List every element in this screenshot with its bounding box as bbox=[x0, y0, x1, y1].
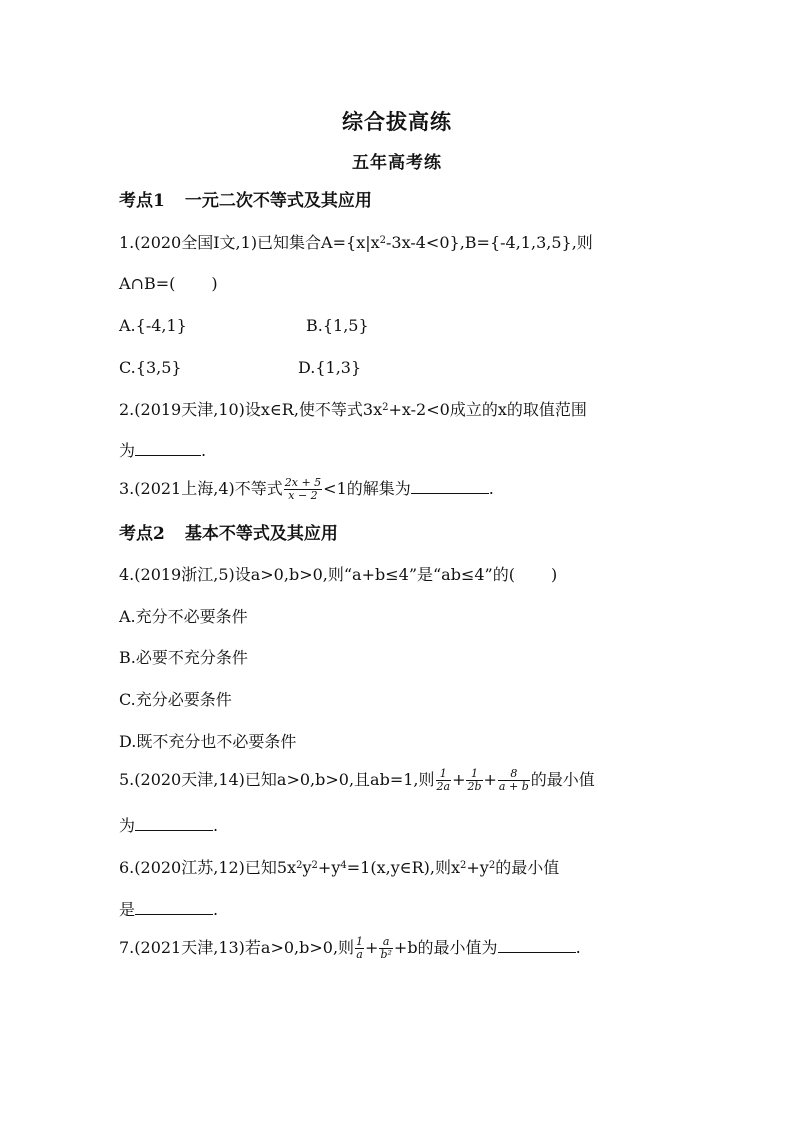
question-1-line-2 bbox=[119, 273, 218, 295]
question-text: 为 bbox=[119, 816, 136, 835]
section-heading-1 bbox=[119, 190, 372, 212]
question-text: 的最小值 bbox=[530, 770, 595, 789]
question-text: +y bbox=[317, 858, 341, 877]
superscript: 2 bbox=[459, 860, 467, 871]
answer-blank[interactable] bbox=[135, 900, 213, 915]
period: . bbox=[213, 816, 219, 835]
question-text: +y bbox=[466, 858, 489, 877]
answer-paren-close: ) bbox=[211, 274, 218, 293]
page-title: 综合拔高练 bbox=[342, 109, 452, 134]
question-text: 为 bbox=[119, 441, 136, 460]
period: . bbox=[201, 441, 207, 460]
fraction-numerator: 1 bbox=[356, 935, 364, 948]
answer-blank[interactable] bbox=[498, 938, 576, 953]
fraction-denominator: a bbox=[356, 948, 363, 961]
question-text: +b的最小值为 bbox=[393, 938, 498, 957]
option-a: A.{-4,1} bbox=[119, 316, 187, 335]
period: . bbox=[575, 938, 581, 957]
question-7 bbox=[119, 936, 581, 961]
superscript: 2 bbox=[379, 235, 387, 246]
fraction bbox=[436, 768, 452, 793]
question-text: 5.(2020天津,14)已知a>0,b>0,且ab=1,则 bbox=[119, 770, 435, 789]
question-5-line-1 bbox=[119, 768, 595, 793]
plus-sign: + bbox=[365, 938, 379, 957]
fraction-numerator: 1 bbox=[436, 768, 452, 781]
section-name: 一元二次不等式及其应用 bbox=[184, 191, 372, 211]
answer-blank[interactable] bbox=[411, 479, 489, 494]
fraction-numerator: 8 bbox=[498, 768, 530, 781]
question-6-line-1 bbox=[119, 857, 559, 879]
fraction-numerator: 1 bbox=[466, 768, 482, 781]
option-d: D.{1,3} bbox=[298, 358, 362, 377]
plus-sign: + bbox=[483, 770, 497, 789]
superscript: 2 bbox=[296, 860, 303, 871]
option-a: A.充分不必要条件 bbox=[119, 607, 248, 626]
fraction-denominator: 2a bbox=[436, 780, 451, 793]
page-subtitle: 五年高考练 bbox=[352, 153, 442, 173]
option-b: B.必要不充分条件 bbox=[119, 648, 248, 667]
fraction bbox=[379, 936, 392, 961]
fraction-denominator: a + b bbox=[498, 780, 529, 793]
superscript: 2 bbox=[311, 860, 318, 871]
section-label: 考点1 bbox=[119, 191, 165, 211]
period: . bbox=[213, 900, 219, 919]
question-5-line-2 bbox=[119, 815, 218, 837]
period: . bbox=[488, 479, 494, 498]
option-b: B.{1,5} bbox=[306, 316, 369, 335]
fraction bbox=[284, 477, 322, 502]
option-c: C.充分必要条件 bbox=[119, 690, 232, 709]
superscript: 4 bbox=[340, 860, 347, 871]
question-2-line-1 bbox=[119, 399, 587, 421]
fraction bbox=[498, 768, 530, 793]
fraction-denominator: 2b bbox=[467, 780, 482, 793]
section-heading-2 bbox=[119, 523, 338, 545]
option-c: C.{3,5} bbox=[119, 358, 182, 377]
fraction-numerator: 2x + 5 bbox=[284, 476, 322, 489]
answer-paren-close: ) bbox=[550, 565, 558, 584]
question-text: 4.(2019浙江,5)设a>0,b>0,则“a+b≤4”是“ab≤4”的( bbox=[119, 565, 515, 584]
question-text: 1.(2020全国Ⅰ文,1)已知集合A={x|x bbox=[119, 233, 380, 252]
superscript: 2 bbox=[382, 402, 389, 413]
question-text: y bbox=[302, 858, 312, 877]
fraction-denominator: b² bbox=[380, 948, 392, 961]
question-text: 7.(2021天津,13)若a>0,b>0,则 bbox=[119, 938, 355, 957]
question-text: -3x-4<0},B={-4,1,3,5},则 bbox=[386, 233, 593, 252]
question-text: 6.(2020江苏,12)已知5x bbox=[119, 858, 297, 877]
question-text: <1的解集为 bbox=[323, 479, 411, 498]
question-1-line-1 bbox=[119, 232, 593, 254]
fraction bbox=[466, 768, 482, 793]
superscript: 2 bbox=[488, 860, 496, 871]
section-label: 考点2 bbox=[119, 524, 165, 544]
question-text: 2.(2019天津,10)设x∈R,使不等式3x bbox=[119, 400, 383, 419]
fraction-denominator: x − 2 bbox=[288, 489, 318, 502]
fraction bbox=[355, 936, 364, 961]
question-text: +x-2<0成立的x的取值范围 bbox=[388, 400, 587, 419]
question-2-line-2 bbox=[119, 440, 206, 462]
question-text: 3.(2021上海,4)不等式 bbox=[119, 479, 283, 498]
question-text: =1(x,y∈R),则x bbox=[346, 858, 460, 877]
question-text: 的最小值 bbox=[495, 858, 560, 877]
answer-blank[interactable] bbox=[135, 816, 213, 831]
option-d: D.既不充分也不必要条件 bbox=[119, 732, 297, 751]
plus-sign: + bbox=[452, 770, 466, 789]
section-name: 基本不等式及其应用 bbox=[184, 524, 338, 544]
question-4 bbox=[119, 564, 557, 586]
question-text: 是 bbox=[119, 900, 136, 919]
question-3 bbox=[119, 477, 494, 502]
fraction-numerator: a bbox=[379, 936, 392, 949]
answer-blank[interactable] bbox=[135, 441, 201, 456]
question-text: A∩B=( bbox=[119, 274, 176, 293]
question-6-line-2 bbox=[119, 899, 218, 921]
